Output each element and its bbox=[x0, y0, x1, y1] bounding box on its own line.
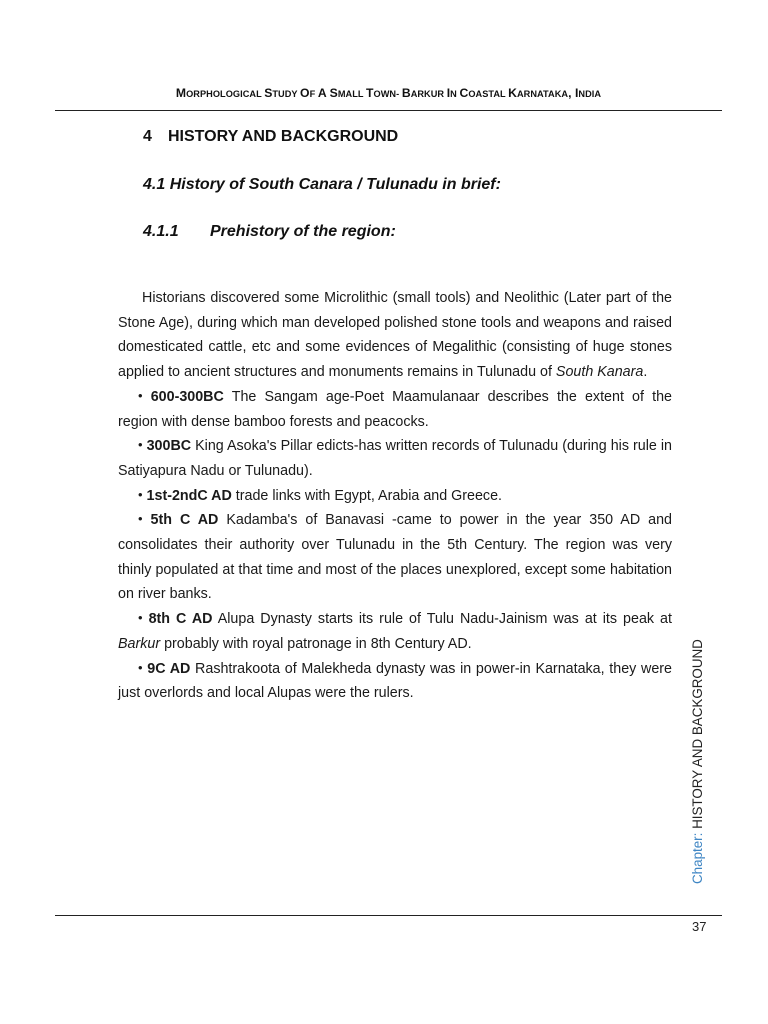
list-item: • 1st-2ndC AD trade links with Egypt, Arabia and Greece. bbox=[138, 486, 503, 504]
chapter-heading bbox=[143, 128, 398, 146]
section-heading: 4.1 History of South Canara / Tulunadu in brief: bbox=[143, 176, 501, 193]
subsection-heading bbox=[143, 223, 396, 241]
bullet-icon: • bbox=[138, 486, 143, 502]
list-item: • 5th C AD Kadamba's of Banavasi -came to power in the year 350 AD and consolidates their authority over Tulunadu in the 5th Century. The region was very thinly populated at that time and most of the places unexplored, except some habitation on river banks. bbox=[118, 511, 672, 603]
chapter-title: HISTORY AND BACKGROUND bbox=[168, 128, 399, 145]
bullet-icon: • bbox=[138, 659, 143, 675]
subsection-number: 4.1.1 bbox=[143, 223, 179, 240]
subsection-title: Prehistory of the region: bbox=[210, 223, 396, 240]
header-divider bbox=[55, 110, 722, 111]
side-label-title: HISTORY AND BACKGROUND bbox=[690, 639, 705, 829]
list-item: • 8th C AD Alupa Dynasty starts its rule of Tulu Nadu-Jainism was at its peak at Barkur probably with royal patronage in 8th Century AD. bbox=[118, 610, 672, 652]
intro-paragraph: Historians discovered some Microlithic (small tools) and Neolithic (Later part of the Stone Age), during which man developed polished stone tools and weapons and raised domesticated cattle, etc and some evidences of Megalithic (consisting of huge stones applied to ancient structures and monuments remains in Tulunadu of South Kanara. bbox=[118, 290, 672, 381]
bullet-icon: • bbox=[138, 511, 143, 527]
bullet-icon: • bbox=[138, 387, 143, 403]
bullet-icon: • bbox=[138, 437, 143, 453]
chapter-number: 4 bbox=[143, 128, 152, 145]
side-label-prefix: Chapter: bbox=[690, 828, 705, 884]
bullet-icon: • bbox=[138, 610, 143, 626]
list-item: • 600-300BC The Sangam age-Poet Maamulanaar describes the extent of the region with dense bamboo forests and peacocks. bbox=[118, 387, 673, 430]
running-header: MORPHOLOGICAL STUDY OF A SMALL TOWN- BARKUR IN COASTAL KARNATAKA, INDIA bbox=[175, 86, 602, 100]
footer-divider bbox=[55, 915, 722, 916]
list-item: • 9C AD Rashtrakoota of Malekheda dynasty was in power-in Karnataka, they were just overlords and local Alupas were the rulers. bbox=[118, 659, 672, 702]
list-item: • 300BC King Asoka's Pillar edicts-has written records of Tulunadu (during his rule in Satiyapura Nadu or Tulunadu). bbox=[118, 437, 672, 479]
chapter-side-label bbox=[690, 639, 705, 884]
body-text bbox=[118, 286, 672, 706]
page-number: 37 bbox=[692, 919, 707, 934]
